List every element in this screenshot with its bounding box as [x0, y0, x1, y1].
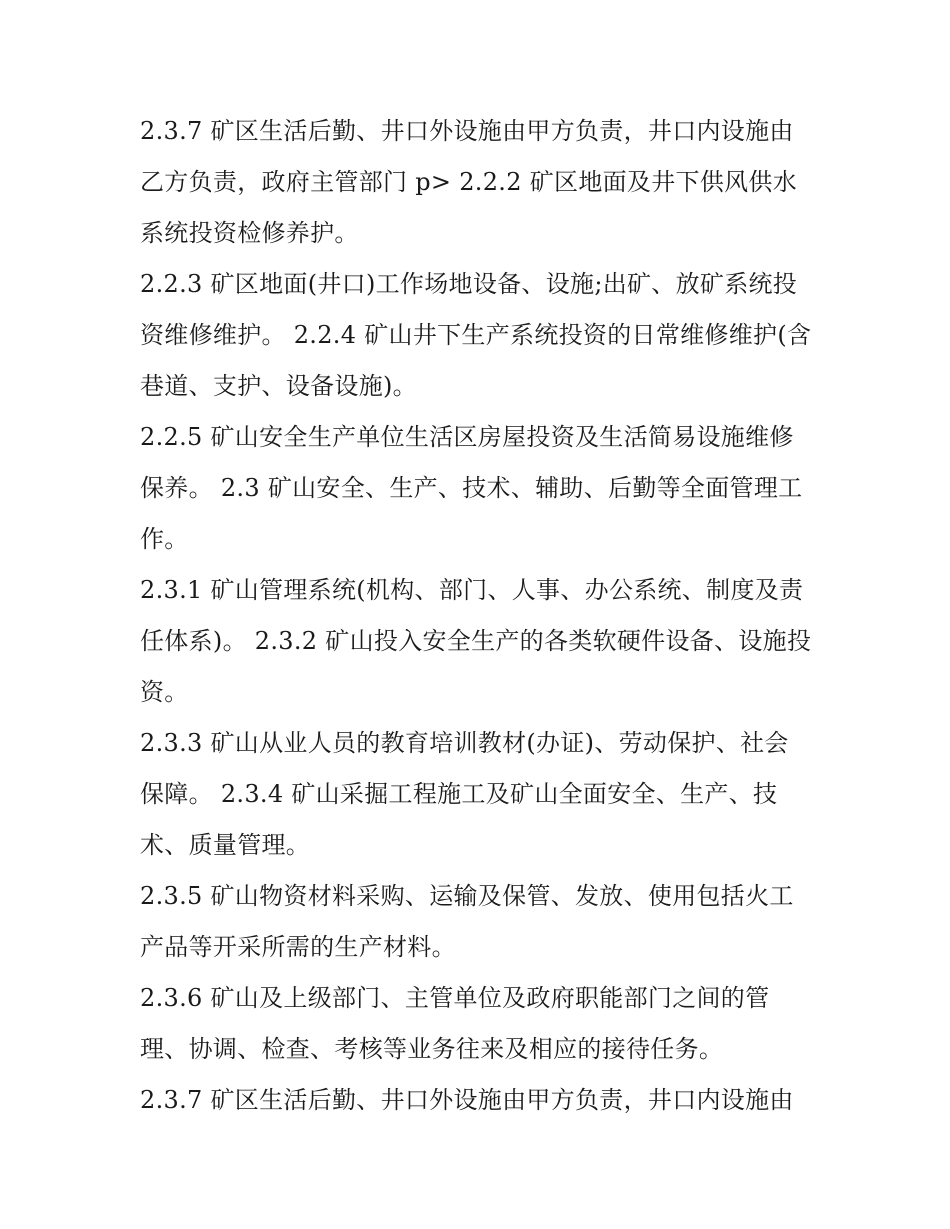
paragraph-1: 2.3.7 矿区生活后勤、井口外设施由甲方负责，井口内设施由乙方负责，政府主管部门 p> 2.2.2 矿区地面及井下供风供水系统投资检修养护。 [140, 117, 798, 247]
paragraph-7: 2.3.6 矿山及上级部门、主管单位及政府职能部门之间的管理、协调、检查、考核等业务往来及相应的接待任务。 [140, 984, 770, 1063]
paragraph-4: 2.3.1 矿山管理系统(机构、部门、人事、办公系统、制度及责任体系)。 2.3.2 矿山投入安全生产的各类软硬件设备、设施投资。 [140, 576, 812, 706]
paragraph-6: 2.3.5 矿山物资材料采购、运输及保管、发放、使用包括火工产品等开采所需的生产材料。 [140, 882, 794, 961]
paragraph-5: 2.3.3 矿山从业人员的教育培训教材(办证)、劳动保护、社会保障。 2.3.4 矿山采掘工程施工及矿山全面安全、生产、技术、质量管理。 [140, 729, 789, 859]
paragraph-8: 2.3.7 矿区生活后勤、井口外设施由甲方负责，井口内设施由 [140, 1086, 794, 1114]
paragraph-3: 2.2.5 矿山安全生产单位生活区房屋投资及生活简易设施维修保养。 2.3 矿山安全、生产、技术、辅助、后勤等全面管理工作。 [140, 423, 803, 553]
paragraph-2: 2.2.3 矿区地面(井口)工作场地设备、设施;出矿、放矿系统投资维修维护。 2.2.4 矿山井下生产系统投资的日常维修维护(含巷道、支护、设备设施)。 [140, 270, 812, 400]
document-body [140, 106, 812, 1126]
